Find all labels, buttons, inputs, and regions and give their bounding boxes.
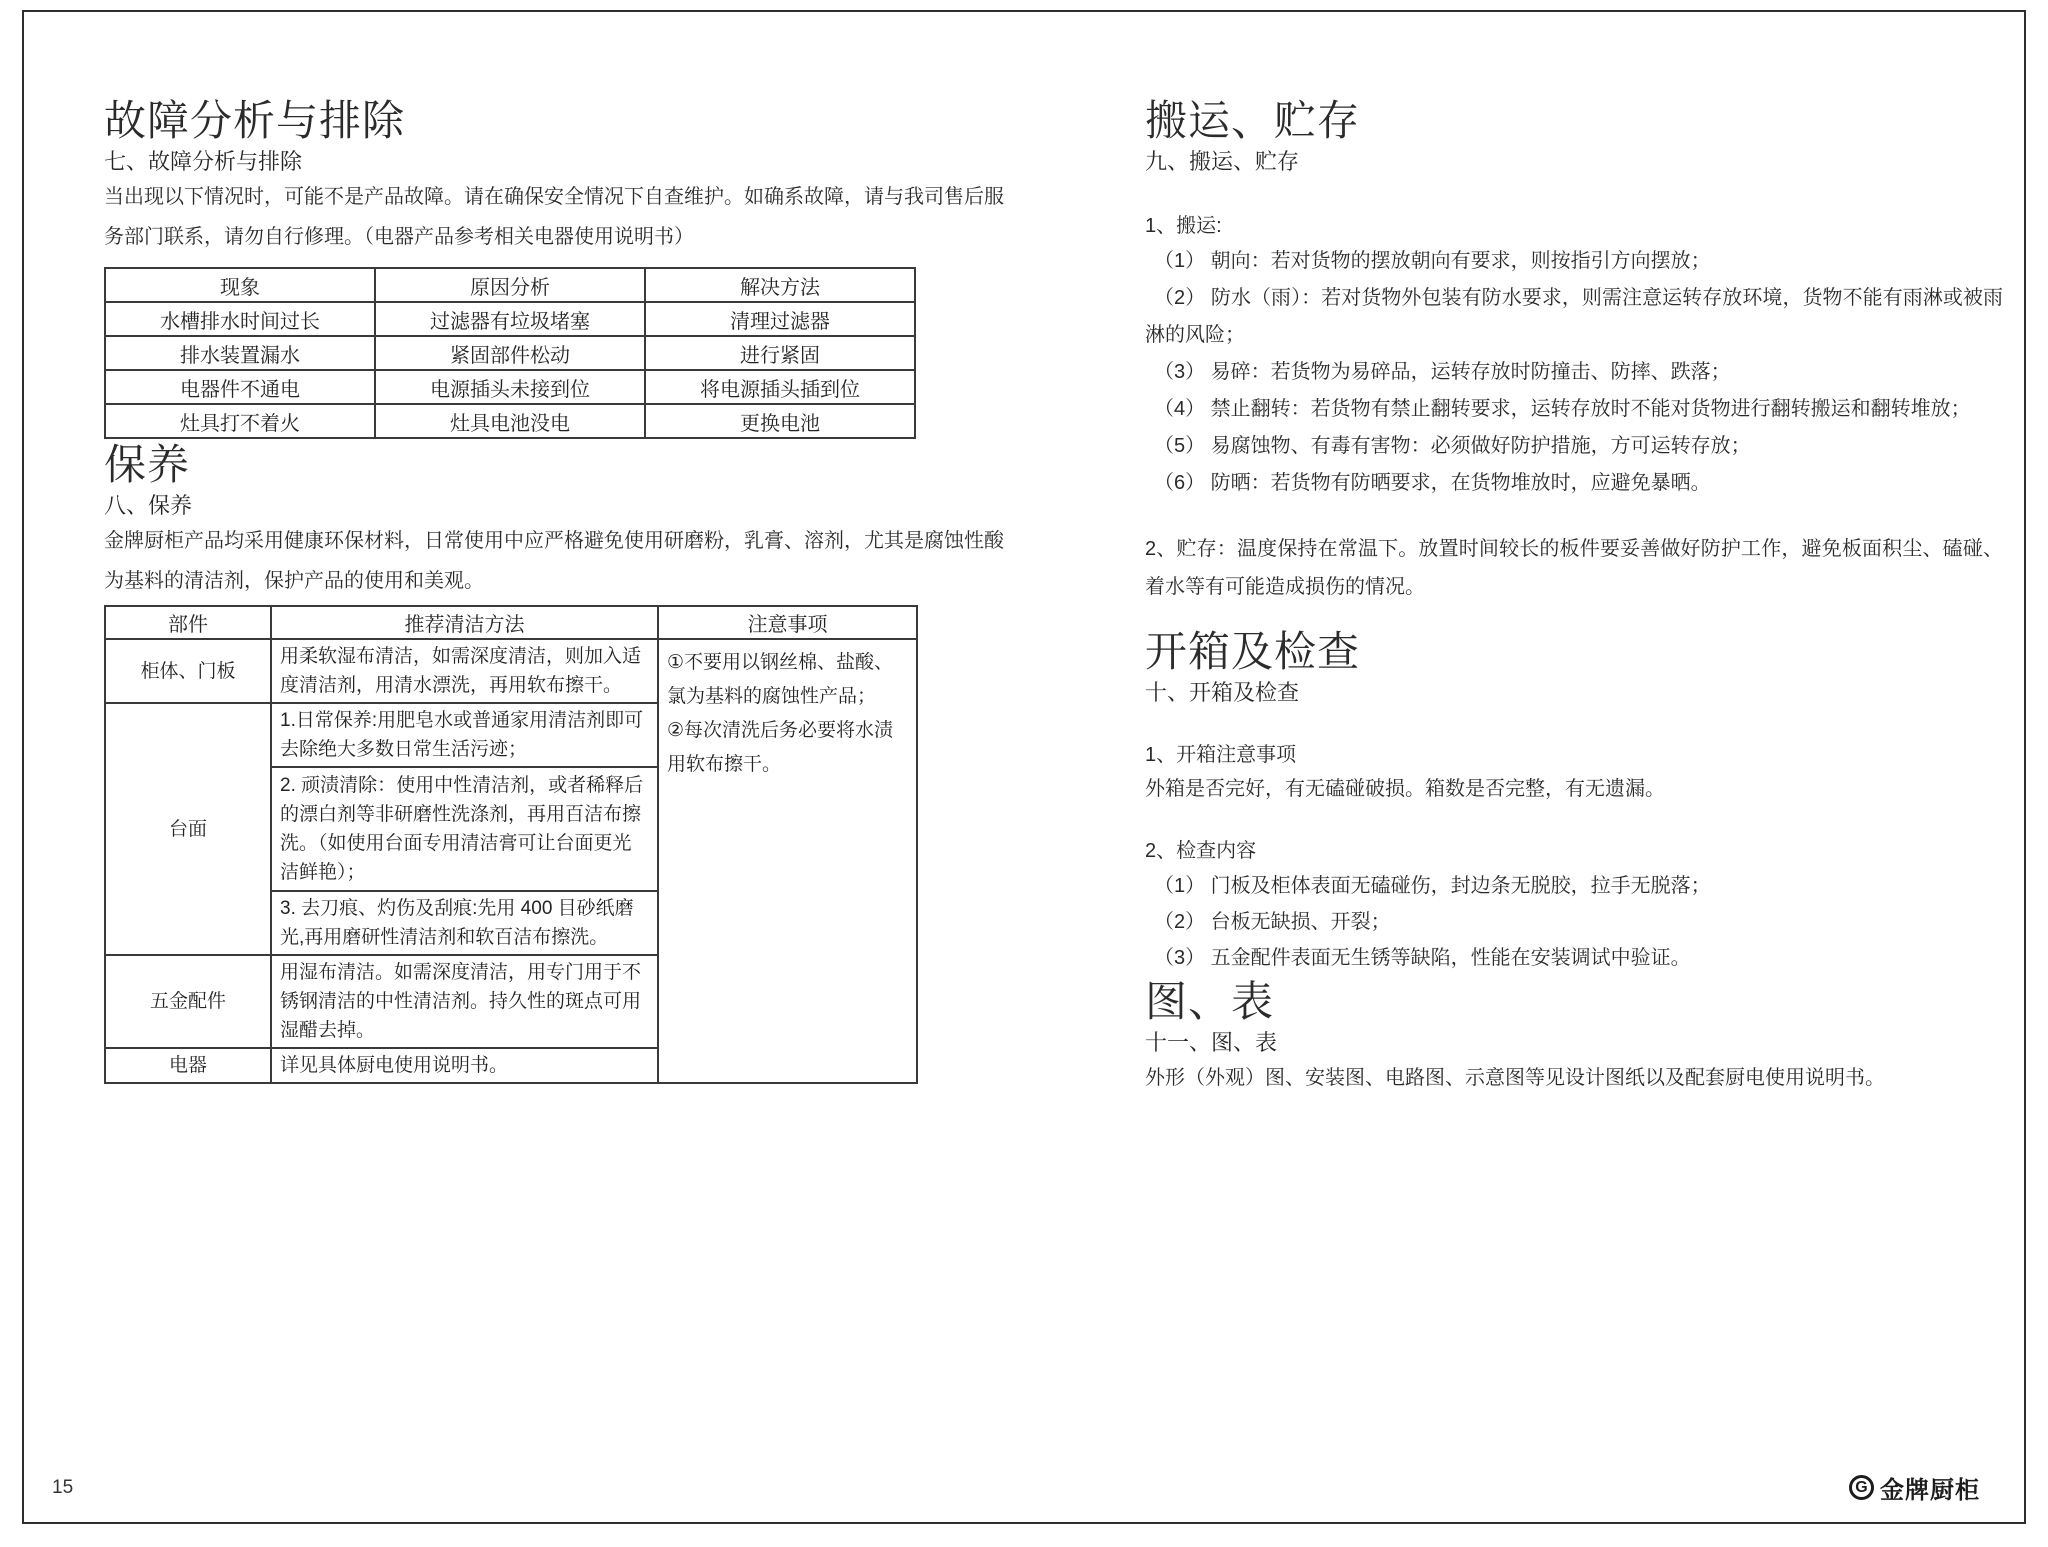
cell-method-counter-3: 3. 去刀痕、灼伤及刮痕:先用 400 目砂纸磨光,再用磨研性清洁剂和软百洁布擦洗。 [271, 891, 658, 955]
unbox-sub1-text: 外箱是否完好，有无磕碰破损。箱数是否完整，有无遗漏。 [1145, 778, 1665, 800]
cell-solution: 清理过滤器 [645, 302, 915, 336]
right-page [1145, 95, 2003, 1098]
unbox-sub1-label: 1、开箱注意事项 [1145, 744, 1297, 766]
cell-solution: 将电源插头插到位 [645, 370, 915, 404]
cell-phenomenon: 排水装置漏水 [105, 336, 375, 370]
cell-notes [658, 639, 917, 1083]
cell-method-appliance: 详见具体厨电使用说明书。 [271, 1048, 658, 1083]
cell-phenomenon: 灶具打不着火 [105, 404, 375, 438]
table-row [105, 370, 915, 404]
charts-paragraph: 外形（外观）图、安装图、电路图、示意图等见设计图纸以及配套厨电使用说明书。 [1145, 1067, 1885, 1089]
note-2: ②每次清洗后务必要将水渍用软布擦干。 [667, 720, 894, 775]
maintenance-table [104, 605, 918, 1084]
list-item: （1） 门板及柜体表面无磕碰伤，封边条无脱胶，拉手无脱落； [1154, 875, 1711, 897]
cell-solution: 更换电池 [645, 404, 915, 438]
table-header-row [105, 606, 917, 639]
cell-cause: 紧固部件松动 [375, 336, 645, 370]
cell-part-cabinet: 柜体、门板 [105, 639, 271, 703]
list-item: （3） 五金配件表面无生锈等缺陷，性能在安装调试中验证。 [1154, 947, 1691, 969]
title-transport: 搬运、贮存 [1145, 97, 1361, 144]
heading-unboxing: 十、开箱及检查 [1145, 680, 1300, 705]
table-row-cabinet [105, 639, 917, 703]
page-number: 15 [52, 1477, 74, 1498]
title-charts: 图、表 [1145, 978, 1275, 1025]
left-page [104, 95, 1004, 1084]
cell-method-counter-2: 2. 顽渍清除：使用中性清洁剂，或者稀释后的漂白剂等非研磨性洗涤剂，再用百洁布擦洗。（如使用台面专用清洁膏可让台面更光洁鲜艳）； [271, 767, 658, 891]
cell-method-cabinet: 用柔软湿布清洁，如需深度清洁，则加入适度清洁剂，用清水漂洗，再用软布擦干。 [271, 639, 658, 703]
cell-cause: 电源插头未接到位 [375, 370, 645, 404]
cell-phenomenon: 电器件不通电 [105, 370, 375, 404]
transport-list [1145, 243, 2003, 502]
title-troubleshooting: 故障分析与排除 [104, 97, 406, 144]
brand-logo [1849, 1470, 1980, 1505]
inspection-list [1145, 868, 2003, 976]
cell-method-counter-1: 1.日常保养:用肥皂水或普通家用清洁剂即可去除绝大多数日常生活污迹； [271, 703, 658, 767]
brand-name: 金牌厨柜 [1880, 1477, 1980, 1504]
list-item: （2） 台板无缺损、开裂； [1154, 911, 1391, 933]
storage-paragraph: 2、贮存：温度保持在常温下。放置时间较长的板件要妥善做好防护工作，避免板面积尘、磕碰、着水等有可能造成损伤的情况。 [1145, 538, 2003, 598]
troubleshooting-intro: 当出现以下情况时，可能不是产品故障。请在确保安全情况下自查维护。如确系故障，请与我司售后服务部门联系，请勿自行修理。（电器产品参考相关电器使用说明书） [104, 186, 1004, 248]
cell-solution: 进行紧固 [645, 336, 915, 370]
col-header-phenomenon: 现象 [105, 268, 375, 302]
maintenance-intro: 金牌厨柜产品均采用健康环保材料，日常使用中应严格避免使用研磨粉，乳膏、溶剂，尤其是腐蚀性酸为基料的清洁剂，保护产品的使用和美观。 [104, 530, 1004, 592]
list-item: （1） 朝向：若对货物的摆放朝向有要求，则按指引方向摆放； [1154, 250, 1711, 272]
cell-part-counter: 台面 [105, 703, 271, 955]
list-item: （5） 易腐蚀物、有毒有害物：必须做好防护措施，方可运转存放； [1154, 435, 1751, 457]
list-item: （4） 禁止翻转：若货物有禁止翻转要求，运转存放时不能对货物进行翻转搬运和翻转堆放； [1154, 398, 1971, 420]
heading-troubleshooting: 七、故障分析与排除 [104, 149, 303, 174]
heading-transport: 九、搬运、贮存 [1145, 149, 1300, 174]
cell-part-hardware: 五金配件 [105, 955, 271, 1048]
list-item: （2） 防水（雨）：若对货物外包装有防水要求，则需注意运转存放环境，货物不能有雨淋或被雨淋的风险； [1145, 287, 2003, 346]
heading-charts: 十一、图、表 [1145, 1030, 1278, 1055]
col-header-part: 部件 [105, 606, 271, 639]
title-maintenance: 保养 [104, 441, 191, 488]
col-header-notes: 注意事项 [658, 606, 917, 639]
list-item: （6） 防晒：若货物有防晒要求，在货物堆放时，应避免暴晒。 [1154, 472, 1711, 494]
col-header-solution: 解决方法 [645, 268, 915, 302]
col-header-cause: 原因分析 [375, 268, 645, 302]
cell-phenomenon: 水槽排水时间过长 [105, 302, 375, 336]
list-item: （3） 易碎：若货物为易碎品，运转存放时防撞击、防摔、跌落； [1154, 361, 1731, 383]
transport-sub1-label: 1、搬运: [1145, 215, 1222, 237]
cell-method-hardware: 用湿布清洁。如需深度清洁，用专门用于不锈钢清洁的中性清洁剂。持久性的斑点可用湿醋去掉。 [271, 955, 658, 1048]
col-header-method: 推荐清洁方法 [271, 606, 658, 639]
heading-maintenance: 八、保养 [104, 493, 193, 518]
unbox-sub2-label: 2、检查内容 [1145, 840, 1257, 862]
table-header-row [105, 268, 915, 302]
table-row [105, 404, 915, 438]
cell-part-appliance: 电器 [105, 1048, 271, 1083]
note-1: ①不要用以钢丝棉、盐酸、氯为基料的腐蚀性产品； [667, 652, 894, 707]
table-row [105, 336, 915, 370]
troubleshooting-table [104, 267, 916, 439]
cell-cause: 过滤器有垃圾堵塞 [375, 302, 645, 336]
cell-cause: 灶具电池没电 [375, 404, 645, 438]
title-unboxing: 开箱及检查 [1145, 628, 1361, 675]
brand-g-icon: G [1849, 1475, 1874, 1500]
table-row [105, 302, 915, 336]
